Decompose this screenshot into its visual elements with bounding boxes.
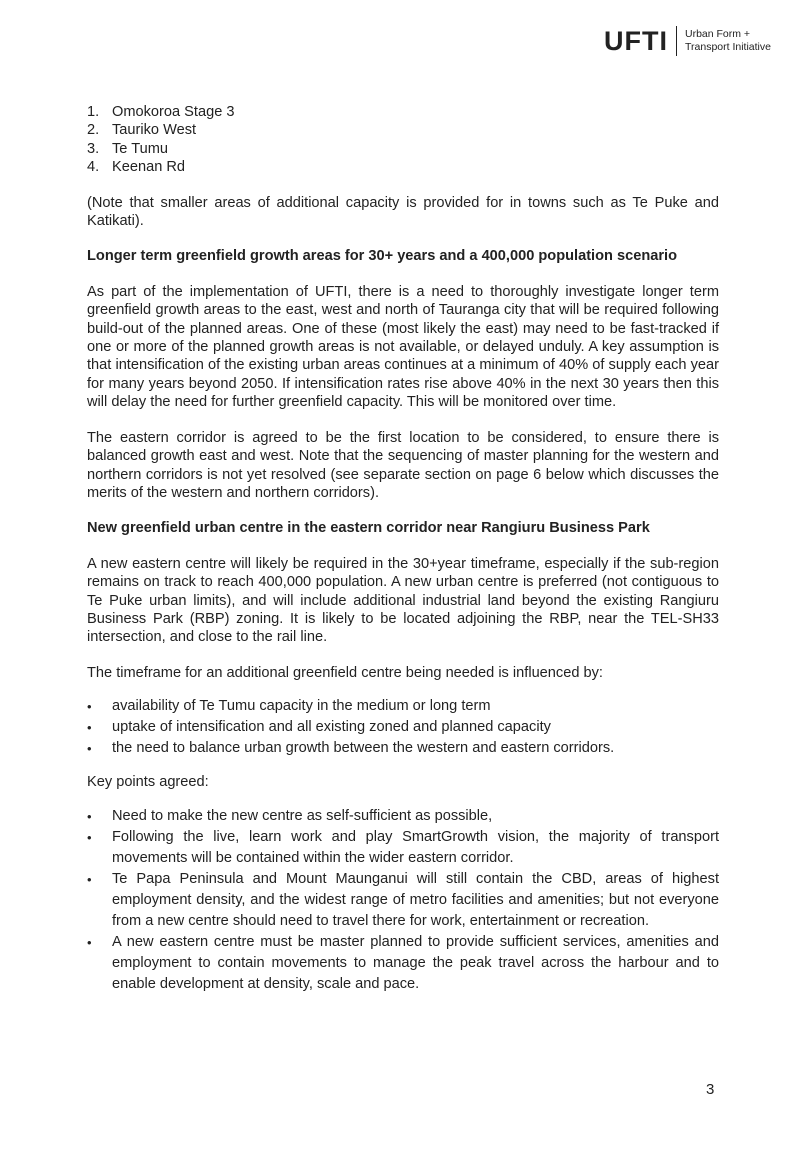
bullet-text: Need to make the new centre as self-sufficient as possible,	[112, 807, 493, 824]
bullet-list-influences	[87, 696, 719, 759]
bullet-item	[87, 717, 719, 738]
bullet-text: A new eastern centre must be master planned to provide sufficient services, amenities and employment to contain movements to manage the peak travel across the harbour and to enable development at density, scale and pace.	[112, 933, 719, 992]
list-text: Tauriko West	[112, 122, 197, 139]
list-text: Te Tumu	[112, 140, 168, 157]
bullet-item	[87, 932, 719, 995]
bullet-marker: •	[87, 934, 92, 950]
list-number: 1.	[87, 104, 100, 120]
bullet-marker: •	[87, 871, 92, 887]
numbered-list	[87, 103, 719, 177]
paragraph-implementation: As part of the implementation of UFTI, there is a need to thoroughly investigate longer term greenfield growth areas to the east, west and north of Tauranga city that will be required following build-out of the planned areas. One of these (most likely the east) may need to be fast-tracked if one or more of the planned growth areas is not available, or delayed unduly. A key assumption is that intensification of the existing urban areas continues at a minimum of 40% of supply each year for many years beyond 2050. If intensification rates rise above 40% in the next 30 years then this will delay the need for further greenfield capacity. This will be monitored over time.	[87, 283, 719, 411]
bullet-marker: •	[87, 829, 92, 845]
bullet-text: Te Papa Peninsula and Mount Maunganui will still contain the CBD, areas of highest employment density, and the widest range of metro facilities and amenities; but not everyone from a new centre should need to travel there for work, entertainment or recreation.	[112, 870, 719, 929]
list-item	[87, 158, 719, 176]
bullet-item	[87, 806, 719, 827]
bullet-marker: •	[87, 808, 92, 824]
note-paragraph: (Note that smaller areas of additional capacity is provided for in towns such as Te Puke and Katikati).	[87, 194, 719, 230]
list-number: 4.	[87, 159, 100, 176]
logo-line-1: Urban Form +	[685, 28, 751, 40]
logo-text	[685, 28, 771, 54]
section-heading-new-centre: New greenfield urban centre in the eastern corridor near Rangiuru Business Park	[87, 520, 650, 537]
list-text: Keenan Rd	[112, 159, 186, 176]
section-heading-longer-term: Longer term greenfield growth areas for 30+ years and a 400,000 population scenario	[87, 248, 678, 265]
bullet-text: Following the live, learn work and play SmartGrowth vision, the majority of transport movements will be contained within the wider eastern corridor.	[112, 828, 719, 866]
paragraph-new-centre: A new eastern centre will likely be required in the 30+year timeframe, especially if the sub-region remains on track to reach 400,000 population. A new urban centre is preferred (not contiguous to Te Puke urban limits), and will include additional industrial land beyond the existing Rangiuru Business Park (RBP) zoning. It is likely to be located adjoining the RBP, near the TEL-SH33 intersection, and close to the rail line.	[87, 555, 719, 646]
list-number: 3.	[87, 140, 100, 157]
bullet-item	[87, 869, 719, 932]
bullet-item	[87, 827, 719, 869]
bullet-marker: •	[87, 741, 92, 757]
bullet-item	[87, 738, 719, 759]
logo-mark: UFTI	[604, 25, 668, 56]
paragraph-key-points: Key points agreed:	[87, 774, 209, 791]
list-item	[87, 140, 719, 158]
logo-line-2: Transport Initiative	[685, 41, 771, 53]
bullet-item	[87, 696, 719, 717]
document-body	[87, 103, 719, 995]
bullet-list-key-points	[87, 806, 719, 995]
ufti-logo	[604, 26, 771, 56]
paragraph-timeframe: The timeframe for an additional greenfield centre being needed is influenced by:	[87, 664, 603, 681]
bullet-text: availability of Te Tumu capacity in the medium or long term	[112, 698, 491, 715]
bullet-marker: •	[87, 720, 92, 736]
list-item	[87, 103, 719, 121]
bullet-text: uptake of intensification and all existing zoned and planned capacity	[112, 719, 551, 736]
list-item	[87, 121, 719, 139]
paragraph-eastern-corridor: The eastern corridor is agreed to be the first location to be considered, to ensure there is balanced growth east and west. Note that the sequencing of master planning for the western and northern corridors is not yet resolved (see separate section on page 6 below which discusses the merits of the western and northern corridors).	[87, 429, 719, 501]
list-text: Omokoroa Stage 3	[112, 104, 235, 120]
bullet-text: the need to balance urban growth between the western and eastern corridors.	[112, 740, 615, 757]
bullet-marker: •	[87, 699, 92, 715]
logo-divider	[676, 26, 677, 56]
list-number: 2.	[87, 122, 100, 139]
page-number: 3	[706, 1081, 715, 1098]
